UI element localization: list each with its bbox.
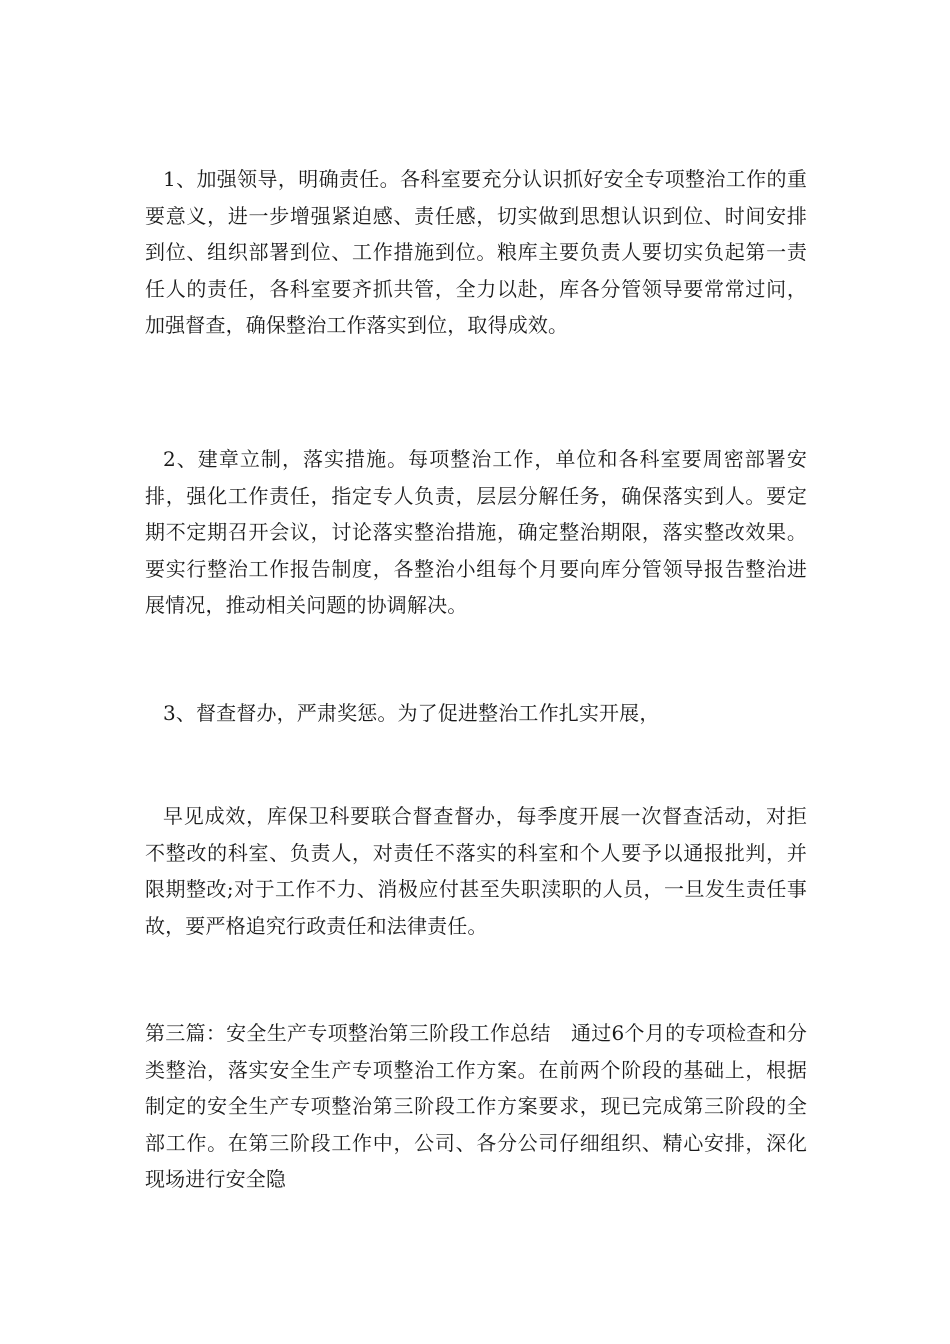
paragraph-2: 2、建章立制，落实措施。每项整治工作，单位和各科室要周密部署安排，强化工作责任，指定专人负责，层层分解任务，确保落实到人。要定期不定期召开会议，讨论落实整治措施，确定整治期限，落实整改效果。要实行整治工作报告制度，各整治小组每个月要向库分管领导报告整治进展情况，推动相关问题的协调解决。 — [145, 447, 807, 617]
paragraph-1: 1、加强领导，明确责任。各科室要充分认识抓好安全专项整治工作的重要意义，进一步增强紧迫感、责任感，切实做到思想认识到位、时间安排到位、组织部署到位、工作措施到位。粮库主要负责人要切实负起第一责任人的责任，各科室要齐抓共管，全力以赴，库各分管领导要常常过问，加强督查，确保整治工作落实到位，取得成效。 — [145, 167, 807, 337]
paragraph-3: 3、督查督办，严肃奖惩。为了促进整治工作扎实开展， — [163, 701, 660, 725]
paragraph-5: 第三篇：安全生产专项整治第三阶段工作总结 通过6个月的专项检查和分类整治，落实安全生产专项整治工作方案。在前两个阶段的基础上，根据制定的安全生产专项整治第三阶段工作方案要求，现已完成第三阶段的全部工作。在第三阶段工作中，公司、各分公司仔细组织、精心安排，深化现场进行安全隐 — [145, 1021, 807, 1191]
paragraph-4: 早见成效，库保卫科要联合督查督办，每季度开展一次督查活动，对拒不整改的科室、负责人，对责任不落实的科室和个人要予以通报批判，并限期整改;对于工作不力、消极应付甚至失职渎职的人员，一旦发生责任事故，要严格追究行政责任和法律责任。 — [145, 804, 807, 938]
